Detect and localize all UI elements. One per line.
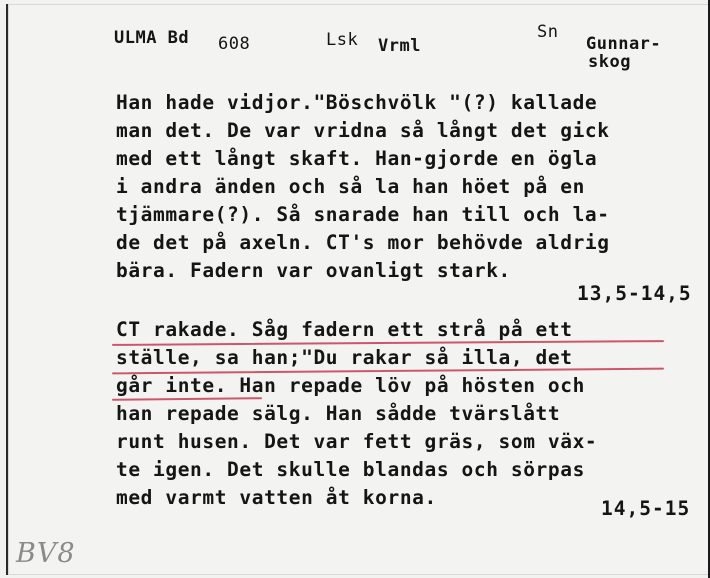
text-line: bära. Fadern var ovanligt stark. [116,259,511,282]
page-reference-2: 14,5-15 [601,497,691,520]
lsk-label: Lsk [326,30,359,50]
text-line: ställe, sa han;"Du rakar så illa, det [116,346,573,369]
text-line: tjämmare(?). Så snarade han till och la- [116,203,610,226]
text-line: han repade sälg. Han sådde tvärslått [116,402,561,425]
archive-label: ULMA Bd [114,28,190,48]
text-line: i andra änden och så la han höet på en [116,175,585,198]
text-line: med varmt vatten åt korna. [116,486,437,509]
text-line: Han hade vidjor."Böschvölk "(?) kallade [116,91,598,114]
text-line: de det på axeln. CT's mor behövde aldrig [116,231,610,254]
text-line: man det. De var vridna så långt det gick [116,119,610,142]
sn-label: Sn [537,22,559,42]
text-line: te igen. Det skulle blandas och sörpas [116,458,585,481]
lsk-value: Vrml [378,36,421,56]
text-line: går inte. Han repade löv på hösten och [116,374,585,397]
text-line: CT rakade. Såg fadern ett strå på ett [116,318,573,341]
page-reference-1: 13,5-14,5 [577,282,692,305]
text-line: med ett långt skaft. Han-gjorde en ögla [116,147,598,170]
archive-number: 608 [218,34,251,54]
pencil-note: BV8 [16,538,76,569]
text-line: runt husen. Det var fett gräs, som väx- [116,430,598,453]
sn-value-line1: Gunnar- [586,34,662,54]
sn-value-line2: skog [588,52,631,72]
